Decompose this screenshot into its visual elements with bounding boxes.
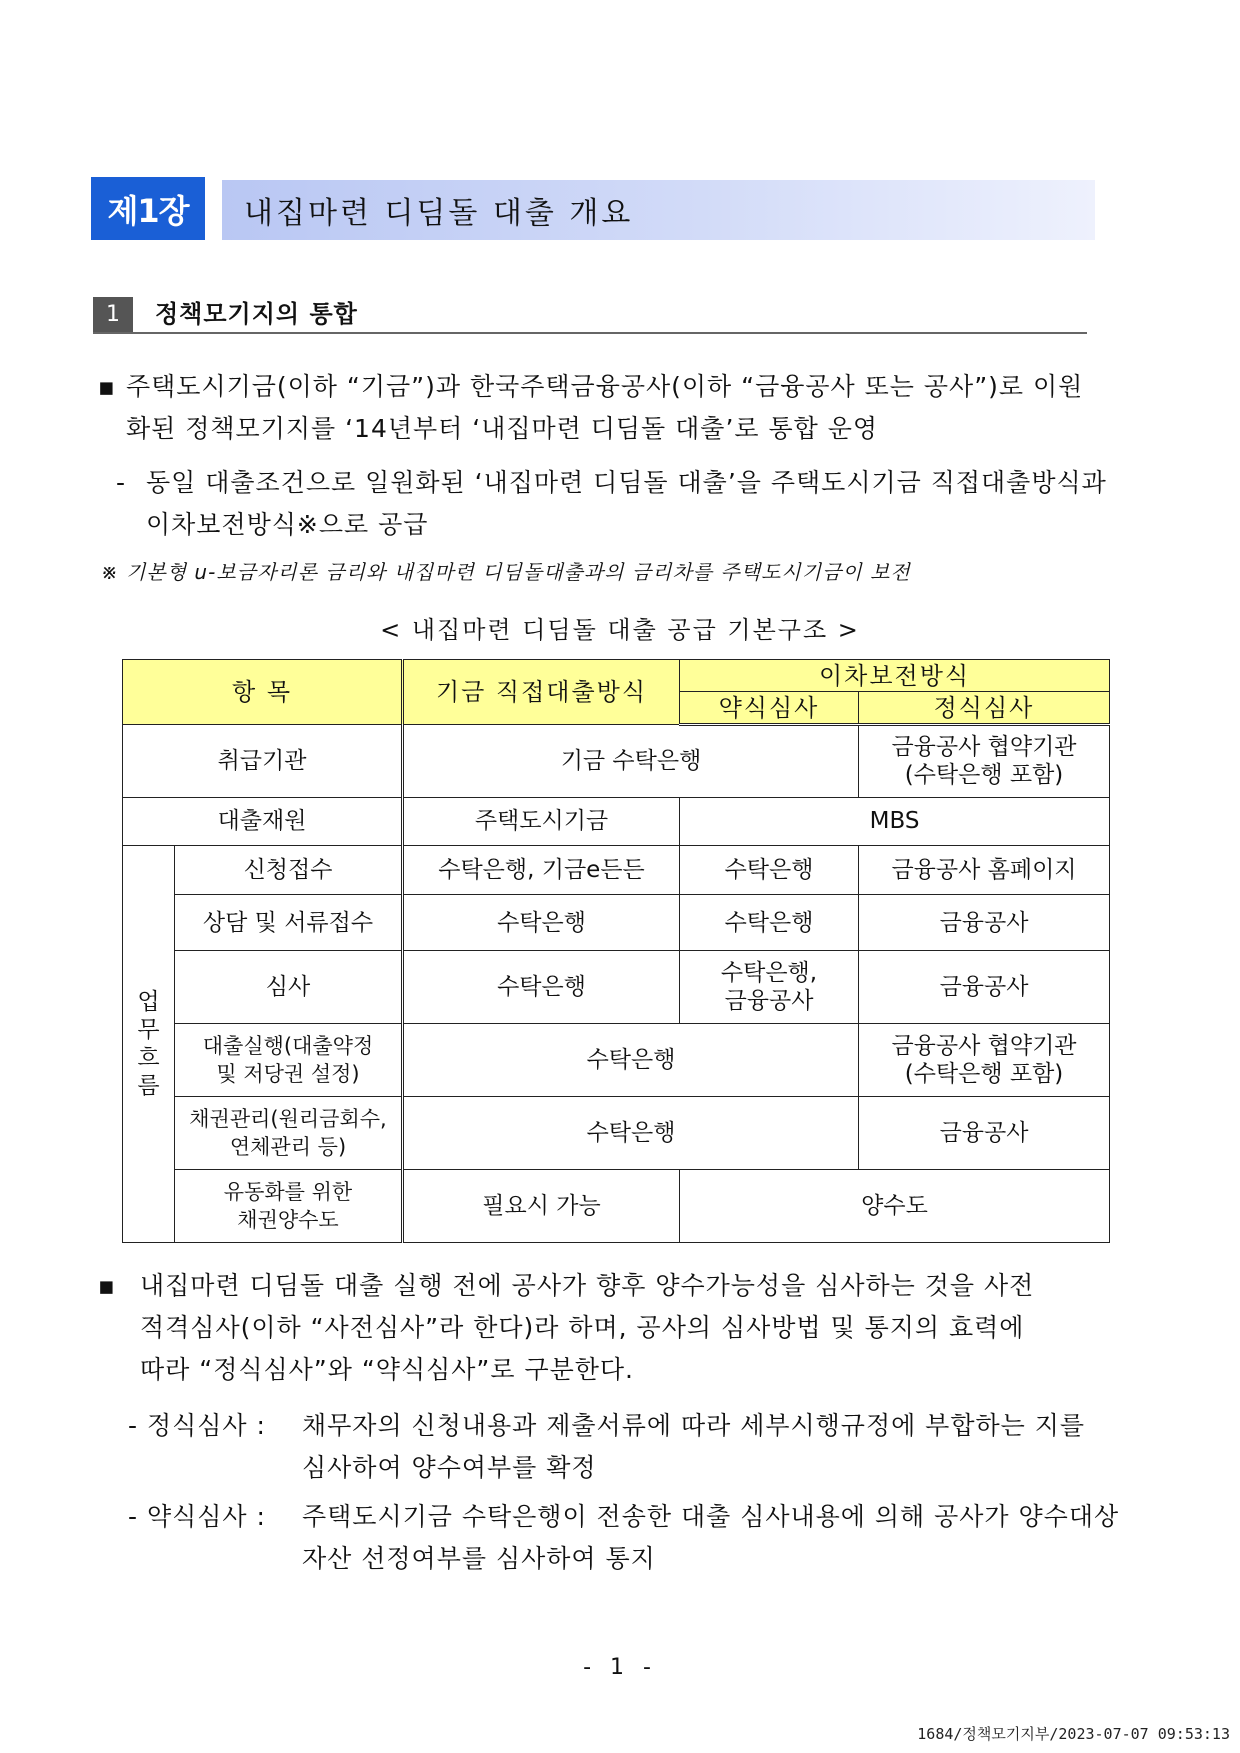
simple-screening-line-2: 자산 선정여부를 심사하여 통지	[302, 1544, 656, 1573]
row-label-execute-2: 및 저당권 설정)	[216, 1062, 360, 1087]
section-title: 정책모기지의 통합	[155, 300, 358, 328]
table-row	[123, 951, 1110, 1024]
chapter-badge: 제1장	[91, 177, 205, 240]
cell-handling-formal	[859, 724, 1110, 797]
simple-screening-label: - 약식심사 :	[128, 1502, 266, 1531]
row-label-manage-2: 연체관리 등)	[229, 1135, 347, 1160]
workflow-label	[123, 846, 175, 1243]
intro-dash-line-2: 이차보전방식※으로 공급	[146, 510, 429, 539]
intro-line-1: 주택도시기금(이하 “기금”)과 한국주택금융공사(이하 “금융공사 또는 공사”)로 이원	[126, 372, 1084, 401]
intro-note: ※ 기본형 u-보금자리론 금리와 내집마련 디딤돌대출과의 금리차를 주택도시기금이 보전	[101, 560, 911, 584]
table-row	[123, 1097, 1110, 1170]
cell-consult-direct: 수탁은행	[403, 894, 680, 951]
workflow-char: 흐	[137, 1045, 160, 1072]
cell-execute-direct-simple: 수탁은행	[403, 1024, 859, 1097]
row-label-transfer-1: 유동화를 위한	[223, 1180, 353, 1205]
cell-manage-formal: 금융공사	[859, 1097, 1110, 1170]
row-label-transfer-2: 채권양수도	[237, 1208, 339, 1233]
header-direct: 기금 직접대출방식	[403, 660, 680, 725]
table-row	[123, 797, 1110, 846]
cell-apply-formal: 금융공사 홈페이지	[859, 846, 1110, 895]
header-subsidy: 이차보전방식	[680, 660, 1110, 692]
screening-bullet: ▪	[98, 1271, 116, 1300]
row-label-manage-1: 채권관리(원리금회수,	[189, 1107, 387, 1132]
header-formal: 정식심사	[859, 692, 1110, 724]
cell-execute-formal-1: 금융공사 협약기관	[891, 1033, 1077, 1060]
row-label-review: 심사	[175, 951, 403, 1024]
table-row	[123, 1024, 1110, 1097]
row-label-execute	[175, 1024, 403, 1097]
section-number: 1	[93, 297, 133, 332]
cell-handling-direct-simple: 기금 수탁은행	[403, 724, 859, 797]
row-label-transfer	[175, 1170, 403, 1243]
cell-execute-formal	[859, 1024, 1110, 1097]
cell-handling-formal-2: (수탁은행 포함)	[904, 762, 1064, 789]
formal-screening-line-2: 심사하여 양수여부를 확정	[302, 1453, 597, 1482]
workflow-char: 름	[137, 1073, 160, 1100]
cell-consult-simple: 수탁은행	[680, 894, 859, 951]
row-label-apply: 신청접수	[175, 846, 403, 895]
cell-review-direct: 수탁은행	[403, 951, 680, 1024]
chapter-title: 내집마련 디딤돌 대출 개요	[244, 196, 634, 231]
row-label-handling: 취급기관	[123, 724, 403, 797]
cell-execute-formal-2: (수탁은행 포함)	[904, 1061, 1064, 1088]
header-simple: 약식심사	[680, 692, 859, 724]
cell-review-simple	[680, 951, 859, 1024]
loan-structure-table	[122, 659, 1110, 1243]
document-footer: 1684/정책모기지부/2023-07-07 09:53:13	[917, 1725, 1230, 1743]
screening-line-2: 적격심사(이하 “사전심사”라 한다)라 하며, 공사의 심사방법 및 통지의 효력에	[140, 1313, 1025, 1342]
section-underline	[93, 332, 1087, 334]
cell-source-subsidy: MBS	[680, 797, 1110, 846]
formal-screening-line-1: 채무자의 신청내용과 제출서류에 따라 세부시행규정에 부합하는 지를	[302, 1411, 1086, 1440]
row-label-execute-1: 대출실행(대출약정	[202, 1034, 374, 1059]
simple-screening-line-1: 주택도시기금 수탁은행이 전송한 대출 심사내용에 의해 공사가 양수대상	[302, 1502, 1120, 1531]
row-label-consult: 상담 및 서류접수	[175, 894, 403, 951]
intro-dash-line-1: 동일 대출조건으로 일원화된 ‘내집마련 디딤돌 대출’을 주택도시기금 직접대출방식과	[146, 468, 1107, 497]
table-row	[123, 1170, 1110, 1243]
cell-apply-direct: 수탁은행, 기금e든든	[403, 846, 680, 895]
cell-transfer-subsidy: 양수도	[680, 1170, 1110, 1243]
cell-review-simple-2: 금융공사	[724, 988, 814, 1015]
workflow-char: 무	[137, 1017, 160, 1044]
table-caption: < 내집마련 디딤돌 대출 공급 기본구조 >	[380, 616, 860, 644]
cell-review-formal: 금융공사	[859, 951, 1110, 1024]
chapter-title-bar	[222, 180, 1095, 240]
intro-bullet: ▪	[98, 372, 116, 401]
cell-apply-simple: 수탁은행	[680, 846, 859, 895]
formal-screening-label: - 정식심사 :	[128, 1411, 266, 1440]
header-item: 항 목	[123, 660, 403, 725]
page-number: - 1 -	[583, 1655, 657, 1680]
cell-source-direct: 주택도시기금	[403, 797, 680, 846]
cell-consult-formal: 금융공사	[859, 894, 1110, 951]
screening-line-3: 따라 “정식심사”와 “약식심사”로 구분한다.	[140, 1355, 634, 1384]
cell-transfer-direct: 필요시 가능	[403, 1170, 680, 1243]
table-row	[123, 894, 1110, 951]
cell-review-simple-1: 수탁은행,	[720, 960, 818, 987]
table-row	[123, 846, 1110, 895]
table-row	[123, 724, 1110, 797]
workflow-char: 업	[137, 989, 160, 1016]
intro-line-2: 화된 정책모기지를 ‘14년부터 ‘내집마련 디딤돌 대출’로 통합 운영	[126, 414, 879, 443]
intro-dash: -	[116, 468, 127, 497]
row-label-source: 대출재원	[123, 797, 403, 846]
cell-manage-direct-simple: 수탁은행	[403, 1097, 859, 1170]
cell-handling-formal-1: 금융공사 협약기관	[891, 734, 1077, 761]
row-label-manage	[175, 1097, 403, 1170]
screening-line-1: 내집마련 디딤돌 대출 실행 전에 공사가 향후 양수가능성을 심사하는 것을 사전	[140, 1271, 1035, 1300]
